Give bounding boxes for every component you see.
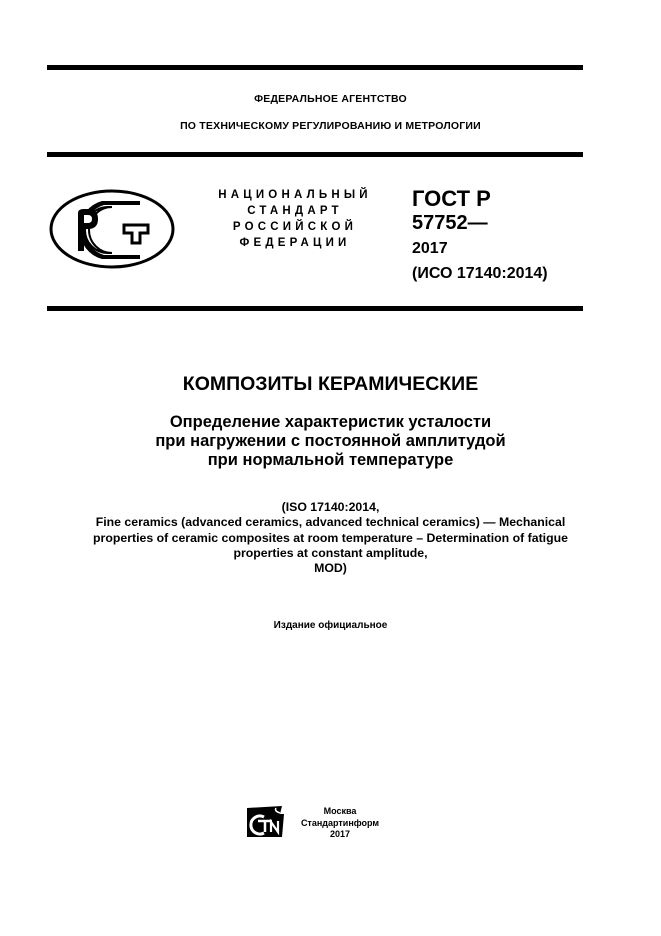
iso-line: Fine ceramics (advanced ceramics, advanced technical ceramics) — Mechanical (95, 515, 566, 530)
document-title: КОМПОЗИТЫ КЕРАМИЧЕСКИЕ (182, 373, 479, 395)
natstd-line: РОССИЙСКОЙ (232, 221, 358, 233)
designation-rule (47, 306, 583, 311)
publisher-city: Москва (323, 806, 357, 816)
natstd-line: СТАНДАРТ (247, 205, 343, 217)
gost-rst-emblem-icon (48, 187, 176, 271)
agency-line-2: ПО ТЕХНИЧЕСКОМУ РЕГУЛИРОВАНИЮ И МЕТРОЛОГИИ (180, 120, 481, 132)
agency-line-1: ФЕДЕРАЛЬНОЕ АГЕНТСТВО (254, 93, 407, 105)
gost-code: ГОСТ Р (412, 186, 491, 211)
header-rule (47, 152, 583, 157)
standartinform-logo-icon (246, 805, 286, 838)
standard-designation (412, 186, 548, 286)
iso-line: (ISO 17140:2014, (281, 500, 380, 514)
subtitle-line: Определение характеристик усталости (169, 413, 492, 431)
subtitle-line: при нагружении с постоянной амплитудой (155, 432, 506, 450)
national-standard-label (205, 187, 385, 251)
publisher-name: Стандартинформ (300, 817, 380, 828)
natstd-line: НАЦИОНАЛЬНЫЙ (218, 189, 372, 201)
iso-equivalent: (ИСО 17140:2014) (412, 265, 548, 282)
iso-line: properties of ceramic composites at room temperature – Determination of fatigue (93, 530, 568, 545)
iso-reference (0, 500, 661, 576)
edition-label: Издание официальное (273, 620, 388, 631)
publisher-block (296, 806, 384, 841)
publisher-year: 2017 (329, 829, 351, 839)
top-rule (47, 65, 583, 70)
gost-number: 57752— (412, 212, 488, 234)
iso-line: MOD) (314, 561, 347, 576)
iso-line: properties at constant amplitude, (233, 545, 428, 560)
document-subtitle (0, 413, 661, 470)
natstd-line: ФЕДЕРАЦИИ (239, 237, 351, 249)
gost-year: 2017 (412, 240, 448, 257)
subtitle-line: при нормальной температуре (207, 451, 454, 469)
